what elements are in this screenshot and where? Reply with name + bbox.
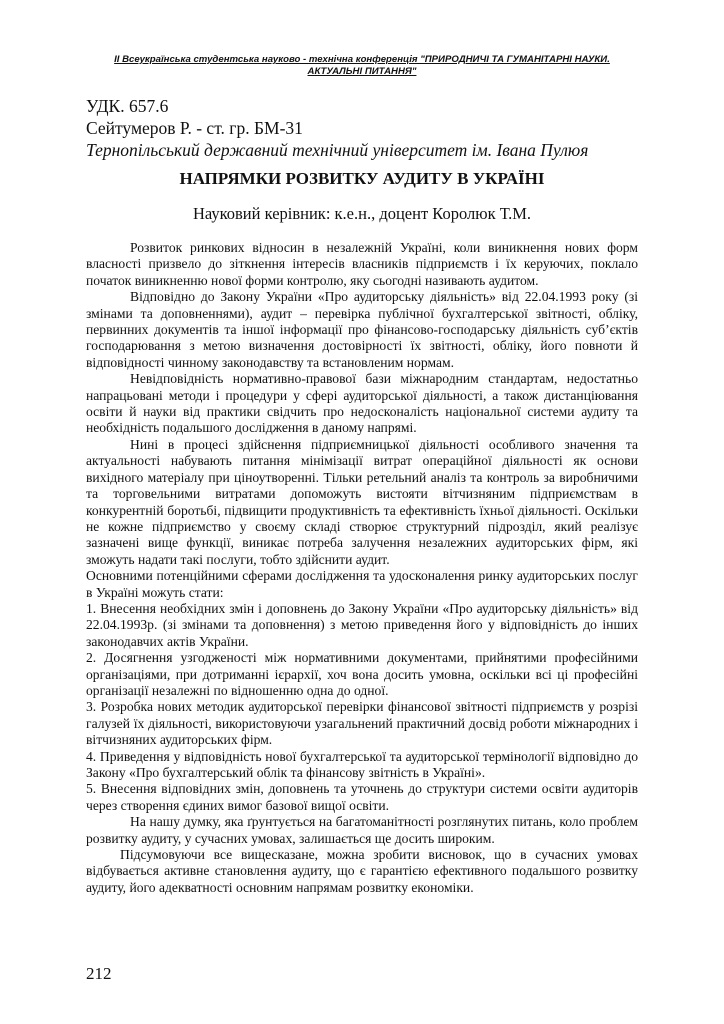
article-title: НАПРЯМКИ РОЗВИТКУ АУДИТУ В УКРАЇНІ bbox=[179, 169, 545, 188]
article-body bbox=[86, 240, 638, 896]
list-item-3: 3. Розробка нових методик аудиторської перевірки фінансової звітності підприємств у розрізі галузей їх діяльності, використовуючи узагальнений практичний досвід роботи міжнародних і вітчизняних аудиторських фірм. bbox=[86, 699, 638, 748]
scientific-advisor: Науковий керівник: к.е.н., доцент Королюк Т.М. bbox=[192, 204, 532, 223]
author-line: Сейтумеров Р. - ст. гр. БМ-31 bbox=[86, 118, 303, 138]
university-line: Тернопільський державний технічний університет ім. Івана Пулюя bbox=[86, 140, 589, 160]
list-item-5: 5. Внесення відповідних змін, доповнень та уточнень до структури системи освіти аудиторів через створення єдиних вимог базової вищої освіти. bbox=[86, 781, 638, 813]
list-item-1: 1. Внесення необхідних змін і доповнень до Закону України «Про аудиторську діяльність» від 22.04.1993р. (зі змінами та доповнення) з метою приведення його у відповідність до інших законодавчих актів України. bbox=[86, 600, 638, 649]
page-number: 212 bbox=[86, 964, 112, 983]
conference-header bbox=[96, 54, 628, 78]
paragraph-research-areas: Основними потенційними сферами дослідження та удосконалення ринку аудиторських послуг в Україні можуть стати: bbox=[86, 568, 638, 600]
paragraph-opinion: На нашу думку, яка ґрунтується на багатоманітності розглянутих питань, коло проблем розвитку аудиту, у сучасних умовах, залишається ще досить широким. bbox=[86, 814, 638, 846]
paragraph-definition: Відповідно до Закону України «Про аудиторську діяльність» від 22.04.1993 року (зі змінами та доповненнями), аудит – перевірка публічної бухгалтерської звітності, обліку, первинних документів та іншої інформації про фінансово-господарську діяльність суб’єктів господарювання з метою визначення достовірності їх звітності, обліку, його повноти й відповідності чинному законодавству та встановленим нормам. bbox=[86, 289, 638, 370]
list-item-4: 4. Приведення у відповідність нової бухгалтерської та аудиторської термінології відповідно до Закону «Про бухгалтерський облік та фінансову звітність в Україні». bbox=[86, 748, 638, 780]
article-meta bbox=[86, 95, 646, 161]
paragraph-intro: Розвиток ринкових відносин в незалежній Україні, коли виникнення нових форм власності призвело до зіткнення інтересів власників підприємств і їх керуючих, поклало початок виникненню нової форми контролю, яку сьогодні називають аудитом. bbox=[86, 240, 638, 288]
conference-header-line-1: ІІ Всеукраїнська студентська науково - технічна конференція "ПРИРОДНИЧІ ТА ГУМАНІТАРНІ НАУКИ. bbox=[114, 54, 610, 65]
list-item-2: 2. Досягнення узгодженості між нормативними документами, прийнятими професійними організаціями, при дотриманні ієрархії, хоч вона досить умовна, оскільки всі ці професійні організації незалежні по відношенню одна до одної. bbox=[86, 650, 638, 698]
conference-header-line-2: АКТУАЛЬНІ ПИТАННЯ" bbox=[307, 66, 417, 77]
paragraph-shortcomings: Невідповідність нормативно-правової бази міжнародним стандартам, недостатньо напрацьовані методи і процедури у сфері аудиторської діяльності, а також дистанціювання освіти й науки від практики свідчить про недосконалість національної системи аудиту та необхідність подальшого дослідження в даному напрямі. bbox=[86, 371, 638, 436]
udk-code: УДК. 657.6 bbox=[86, 96, 169, 116]
paragraph-cost-minimization: Нині в процесі здійснення підприємницької діяльності особливого значення та актуальності набувають питання мінімізації витрат операційної діяльності як основи вихідного матеріалу при ціноутворенні. Тільки ретельний аналіз та контроль за виробничими та торговельними витратами допоможуть вистояти вітчизняним підприємствам в конкурентній боротьбі, підвищити продуктивність та ефективність їхньої діяльності. Оскільки не кожне підприємство у своєму складі створює структурний підрозділ, який реалізує зазначені вище функції, виникає потреба залучення незалежних аудиторських фірм, які зможуть надати такі послуги, тобто здійснити аудит. bbox=[86, 436, 638, 567]
paragraph-conclusion: Підсумовуючи все вищесказане, можна зробити висновок, що в сучасних умовах відбувається активне становлення аудиту, що є гарантією ефективного подальшого розвитку аудиту, його адекватності основним напрямам розвитку економіки. bbox=[86, 847, 638, 895]
